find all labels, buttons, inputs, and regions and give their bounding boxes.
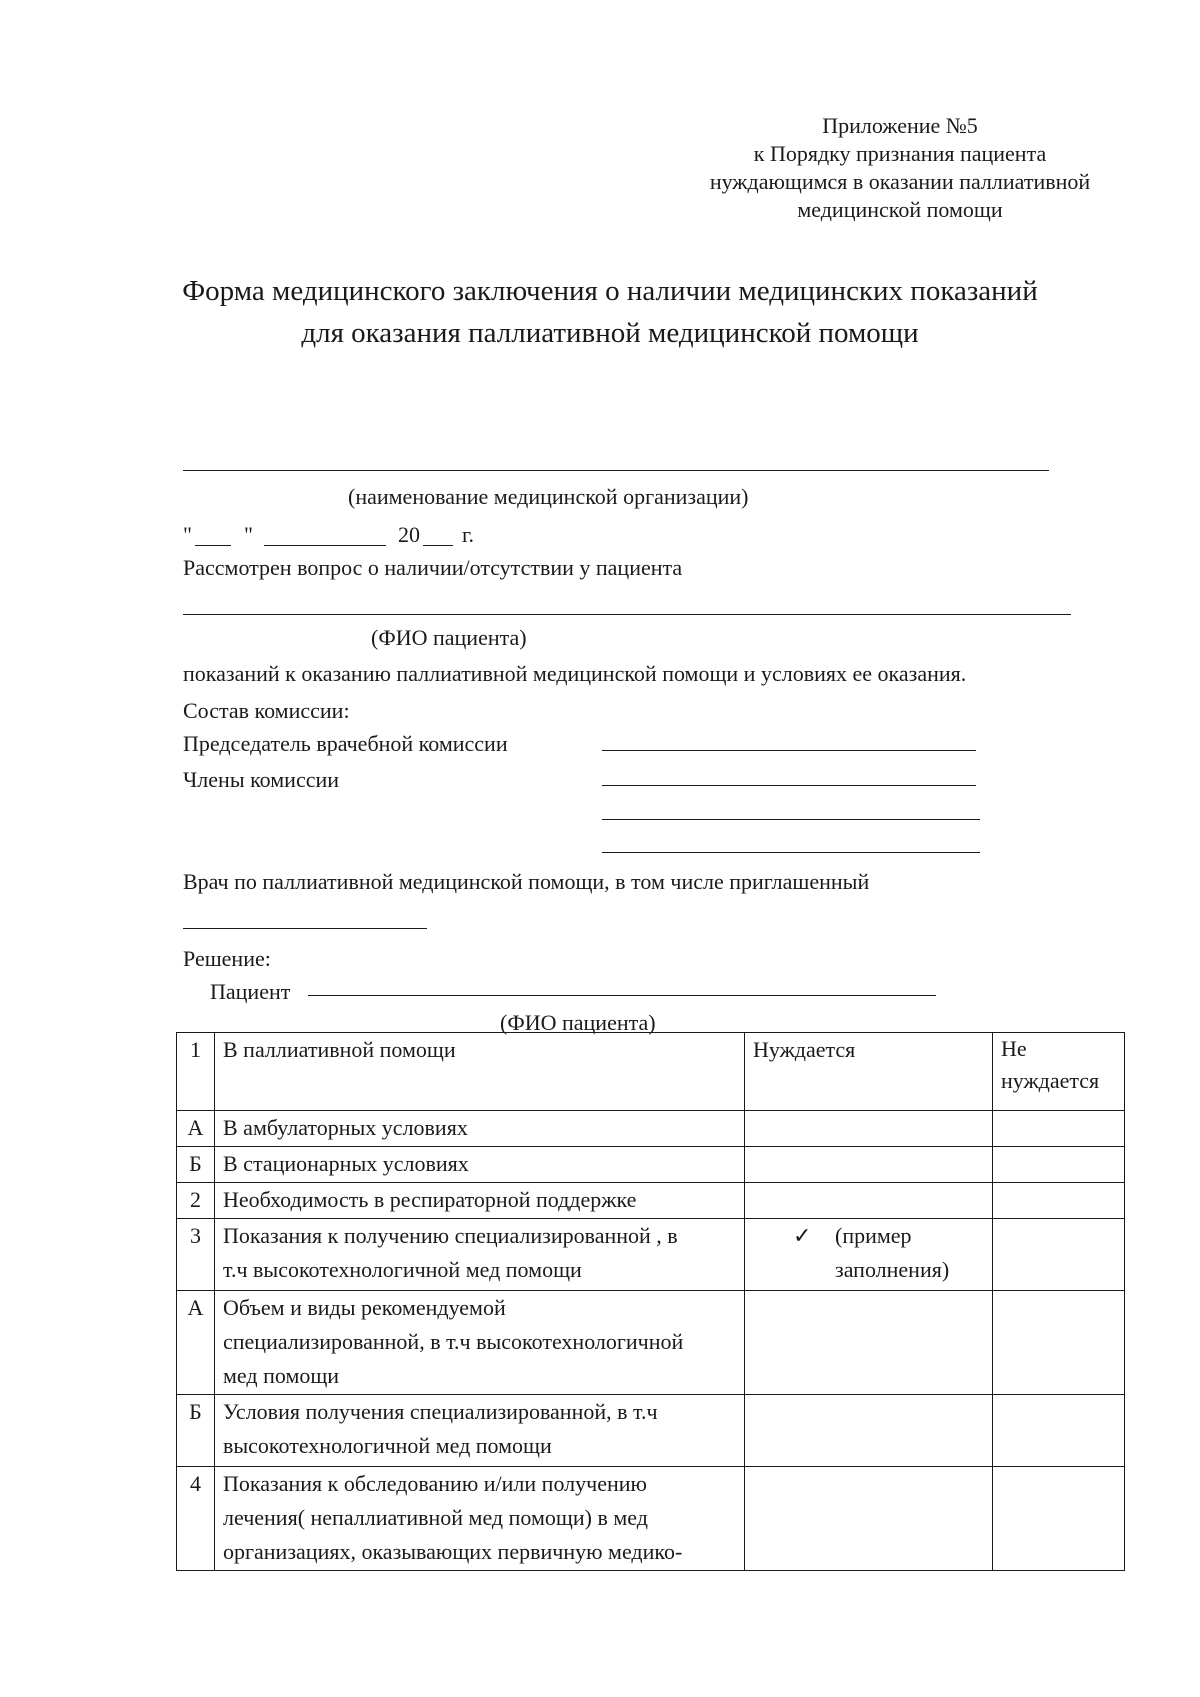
member-signature-line[interactable] bbox=[602, 852, 980, 853]
needs-cell[interactable] bbox=[745, 1467, 993, 1571]
org-name-caption: (наименование медицинской организации) bbox=[348, 484, 749, 509]
annex-line: медицинской помощи bbox=[797, 197, 1003, 222]
row-label-line: специализированной, в т.ч высокотехнологичной bbox=[223, 1329, 684, 1354]
not-needs-cell[interactable] bbox=[993, 1219, 1125, 1291]
header-not-needs-line: Не bbox=[1001, 1036, 1027, 1061]
table-row bbox=[177, 1291, 1125, 1395]
member-signature-line[interactable] bbox=[602, 819, 980, 820]
date-suffix: г. bbox=[462, 522, 475, 547]
row-number: 3 bbox=[177, 1219, 215, 1291]
decision-patient-line[interactable] bbox=[308, 995, 936, 996]
not-needs-cell[interactable] bbox=[993, 1291, 1125, 1395]
patient-label: Пациент bbox=[210, 979, 291, 1004]
row-label-line: лечения( непаллиативной мед помощи) в мед bbox=[223, 1505, 648, 1530]
row-label: В паллиативной помощи bbox=[215, 1033, 745, 1111]
row-label bbox=[215, 1219, 745, 1291]
row-label-line: Показания к получению специализированной , в bbox=[223, 1223, 678, 1248]
row-label: В стационарных условиях bbox=[215, 1147, 745, 1183]
sample-note: (пример bbox=[835, 1223, 912, 1248]
table-header-row bbox=[177, 1033, 1125, 1111]
row-label bbox=[215, 1291, 745, 1395]
row-label-line: Объем и виды рекомендуемой bbox=[223, 1295, 506, 1320]
header-needs: Нуждается bbox=[745, 1033, 993, 1111]
date-quote-close: " bbox=[244, 522, 253, 547]
not-needs-cell[interactable] bbox=[993, 1111, 1125, 1147]
date-year-prefix: 20 bbox=[398, 522, 420, 547]
row-label-line: Показания к обследованию и/или получению bbox=[223, 1471, 647, 1496]
needs-cell[interactable] bbox=[745, 1183, 993, 1219]
annex-line: к Порядку признания пациента bbox=[753, 141, 1047, 166]
row-label: В амбулаторных условиях bbox=[215, 1111, 745, 1147]
decision-label: Решение: bbox=[183, 946, 271, 971]
row-label-line: высокотехнологичной мед помощи bbox=[223, 1433, 552, 1458]
row-label-line: т.ч высокотехнологичной мед помощи bbox=[223, 1257, 582, 1282]
needs-cell[interactable] bbox=[745, 1291, 993, 1395]
table-row bbox=[177, 1183, 1125, 1219]
row-number: А bbox=[177, 1291, 215, 1395]
row-number: 1 bbox=[177, 1033, 215, 1111]
title-line: для оказания паллиативной медицинской помощи bbox=[301, 317, 919, 349]
members-label: Члены комиссии bbox=[183, 767, 340, 792]
table-row bbox=[177, 1219, 1125, 1291]
needs-cell[interactable] bbox=[745, 1147, 993, 1183]
not-needs-cell[interactable] bbox=[993, 1147, 1125, 1183]
needs-cell[interactable] bbox=[745, 1111, 993, 1147]
decision-patient-caption: (ФИО пациента) bbox=[500, 1010, 656, 1035]
patient-name-caption: (ФИО пациента) bbox=[371, 625, 527, 650]
decision-table bbox=[176, 1032, 1125, 1571]
table-row bbox=[177, 1147, 1125, 1183]
sample-note: заполнения) bbox=[835, 1257, 950, 1282]
table-row bbox=[177, 1395, 1125, 1467]
not-needs-cell[interactable] bbox=[993, 1395, 1125, 1467]
row-label-line: организациях, оказывающих первичную медико- bbox=[223, 1539, 683, 1564]
checkmark-icon: ✓ bbox=[793, 1223, 812, 1248]
annex-line: Приложение №5 bbox=[822, 113, 978, 138]
row-label bbox=[215, 1467, 745, 1571]
date-month-line[interactable] bbox=[264, 545, 386, 546]
patient-name-line[interactable] bbox=[183, 614, 1071, 615]
row-number: Б bbox=[177, 1395, 215, 1467]
row-number: А bbox=[177, 1111, 215, 1147]
not-needs-cell[interactable] bbox=[993, 1467, 1125, 1571]
date-year-line[interactable] bbox=[423, 545, 453, 546]
needs-cell[interactable] bbox=[745, 1395, 993, 1467]
row-label-line: Условия получения специализированной, в т.ч bbox=[223, 1399, 658, 1424]
not-needs-cell[interactable] bbox=[993, 1183, 1125, 1219]
date-quote-open: " bbox=[183, 522, 192, 547]
title-line: Форма медицинского заключения о наличии медицинских показаний bbox=[182, 275, 1038, 307]
palliative-doctor-label: Врач по паллиативной медицинской помощи, в том числе приглашенный bbox=[183, 869, 870, 894]
chairman-signature-line[interactable] bbox=[602, 750, 976, 751]
row-label bbox=[215, 1395, 745, 1467]
header-not-needs-line: нуждается bbox=[1001, 1068, 1100, 1093]
table-row bbox=[177, 1111, 1125, 1147]
row-label-line: мед помощи bbox=[223, 1363, 340, 1388]
document-title bbox=[150, 270, 1070, 354]
row-number: Б bbox=[177, 1147, 215, 1183]
row-number: 4 bbox=[177, 1467, 215, 1571]
org-name-line[interactable] bbox=[183, 470, 1049, 471]
table-row bbox=[177, 1467, 1125, 1571]
needs-cell[interactable] bbox=[745, 1219, 993, 1291]
member-signature-line[interactable] bbox=[602, 785, 976, 786]
row-number: 2 bbox=[177, 1183, 215, 1219]
header-not-needs bbox=[993, 1033, 1125, 1111]
date-day-line[interactable] bbox=[195, 545, 231, 546]
annex-block bbox=[620, 112, 1180, 224]
considered-text: Рассмотрен вопрос о наличии/отсутствии у пациента bbox=[183, 555, 683, 580]
commission-title: Состав комиссии: bbox=[183, 698, 350, 723]
chairman-label: Председатель врачебной комиссии bbox=[183, 731, 508, 756]
palliative-doctor-line[interactable] bbox=[183, 928, 427, 929]
indications-text: показаний к оказанию паллиативной медицинской помощи и условиях ее оказания. bbox=[183, 661, 967, 686]
row-label: Необходимость в респираторной поддержке bbox=[215, 1183, 745, 1219]
annex-line: нуждающимся в оказании паллиативной bbox=[709, 169, 1091, 194]
